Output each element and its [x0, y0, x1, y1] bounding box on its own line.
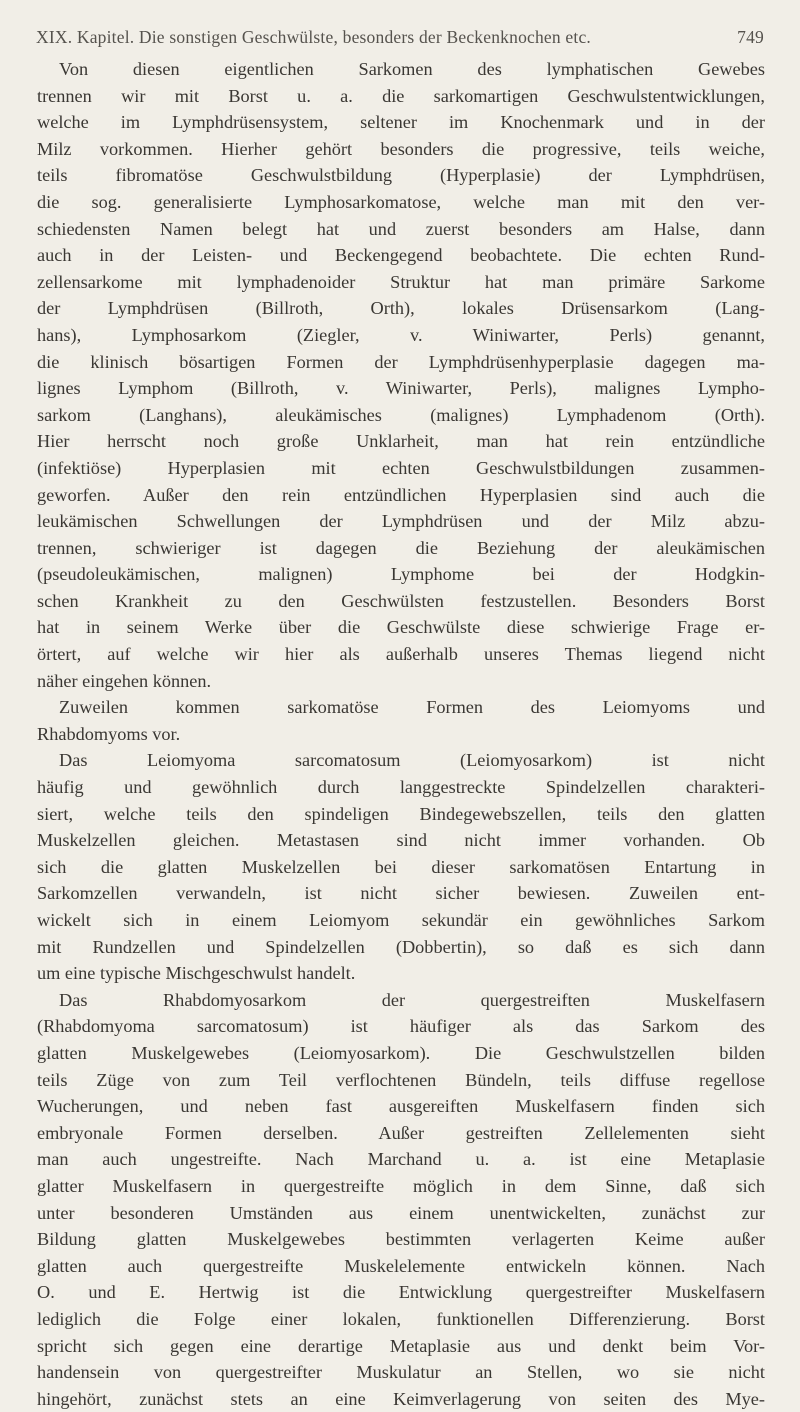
text-line: leukämischen Schwellungen der Lymphdrüsen und der Milz abzu-: [37, 511, 765, 532]
text-line: Das Leiomyoma sarcomatosum (Leiomyosarkom) ist nicht: [59, 750, 765, 771]
text-line: zellensarkome mit lymphadenoider Struktur hat man primäre Sarkome: [37, 271, 765, 292]
text-line: auch in der Leisten- und Beckengegend beobachtete. Die echten Rund-: [37, 245, 765, 266]
text-line: der Lymphdrüsen (Billroth, Orth), lokales Drüsensarkom (Lang-: [37, 298, 765, 319]
text-line: trennen wir mit Borst u. a. die sarkomartigen Geschwulstentwicklungen,: [37, 85, 765, 106]
text-line: Milz vorkommen. Hierher gehört besonders die progressive, teils weiche,: [37, 138, 765, 159]
text-line: Sarkomzellen verwandeln, ist nicht sicher bewiesen. Zuweilen ent-: [37, 883, 765, 904]
text-line: glatter Muskelfasern in quergestreifte möglich in dem Sinne, daß sich: [37, 1175, 765, 1196]
text-line: (pseudoleukämischen, malignen) Lymphome bei der Hodgkin-: [37, 564, 765, 585]
text-line: schen Krankheit zu den Geschwülsten festzustellen. Besonders Borst: [37, 590, 765, 611]
text-line: glatten Muskelgewebes (Leiomyosarkom). Die Geschwulstzellen bilden: [37, 1042, 765, 1063]
running-title: XIX. Kapitel. Die sonstigen Geschwülste, besonders der Beckenknochen etc.: [36, 27, 591, 47]
text-line: lediglich die Folge einer lokalen, funktionellen Differenzierung. Borst: [37, 1308, 765, 1329]
text-line: Hier herrscht noch große Unklarheit, man hat rein entzündliche: [37, 431, 765, 452]
text-line: hat in seinem Werke über die Geschwülste diese schwierige Frage er-: [37, 617, 765, 638]
text-line: teils Züge von zum Teil verflochtenen Bündeln, teils diffuse regellose: [37, 1069, 765, 1090]
text-line: die klinisch bösartigen Formen der Lymphdrüsenhyperplasie dagegen ma-: [37, 351, 765, 372]
text-line: Wucherungen, und neben fast ausgereiften Muskelfasern finden sich: [37, 1096, 765, 1117]
text-line: näher eingehen können.: [37, 670, 212, 691]
text-line: trennen, schwieriger ist dagegen die Beziehung der aleukämischen: [37, 537, 765, 558]
text-line: Von diesen eigentlichen Sarkomen des lymphatischen Gewebes: [59, 59, 765, 79]
page-number: 749: [737, 27, 764, 47]
text-line: siert, welche teils den spindeligen Bindegewebszellen, teils den glatten: [37, 803, 765, 824]
text-line: sich die glatten Muskelzellen bei dieser sarkomatösen Entartung in: [37, 856, 765, 877]
body-text: [37, 56, 765, 1412]
text-line: Muskelzellen gleichen. Metastasen sind nicht immer vorhanden. Ob: [37, 830, 765, 851]
text-line: Zuweilen kommen sarkomatöse Formen des Leiomyoms und: [59, 697, 765, 718]
text-line: Bildung glatten Muskelgewebes bestimmten verlagerten Keime außer: [37, 1229, 765, 1250]
running-header: [36, 24, 764, 50]
text-line: schiedensten Namen belegt hat und zuerst besonders am Halse, dann: [37, 218, 765, 239]
text-line: unter besonderen Umständen aus einem unentwickelten, zunächst zur: [37, 1202, 765, 1223]
text-line: um eine typische Mischgeschwulst handelt.: [37, 963, 356, 984]
text-line: örtert, auf welche wir hier als außerhalb unseres Themas liegend nicht: [37, 644, 765, 665]
text-line: Rhabdomyoms vor.: [37, 723, 181, 744]
text-line: (Rhabdomyoma sarcomatosum) ist häufiger als das Sarkom des: [37, 1016, 765, 1037]
text-line: O. und E. Hertwig ist die Entwicklung quergestreifter Muskelfasern: [37, 1282, 765, 1303]
text-line: sarkom (Langhans), aleukämisches (malignes) Lymphadenom (Orth).: [37, 404, 765, 425]
text-line: wickelt sich in einem Leiomyom sekundär ein gewöhnliches Sarkom: [37, 910, 765, 930]
text-line: teils fibromatöse Geschwulstbildung (Hyperplasie) der Lymphdrüsen,: [37, 165, 765, 186]
text-line: hans), Lymphosarkom (Ziegler, v. Winiwarter, Perls) genannt,: [37, 324, 765, 345]
text-line: embryonale Formen derselben. Außer gestreiften Zellelementen sieht: [37, 1122, 765, 1143]
text-line: Das Rhabdomyosarkom der quergestreiften Muskelfasern: [59, 989, 765, 1010]
text-line: lignes Lymphom (Billroth, v. Winiwarter, Perls), malignes Lympho-: [37, 378, 765, 399]
text-line: geworfen. Außer den rein entzündlichen Hyperplasien sind auch die: [37, 484, 765, 505]
text-line: spricht sich gegen eine derartige Metaplasie aus und denkt beim Vor-: [37, 1335, 765, 1356]
text-line: man auch ungestreifte. Nach Marchand u. a. ist eine Metaplasie: [37, 1149, 765, 1170]
text-line: die sog. generalisierte Lymphosarkomatose, welche man mit den ver-: [37, 191, 765, 212]
text-line: welche im Lymphdrüsensystem, seltener im Knochenmark und in der: [37, 112, 765, 133]
text-line: hingehört, zunächst stets an eine Keimverlagerung von seiten des Mye-: [37, 1388, 765, 1409]
text-line: (infektiöse) Hyperplasien mit echten Geschwulstbildungen zusammen-: [37, 457, 765, 478]
text-line: handensein von quergestreifter Muskulatur an Stellen, wo sie nicht: [37, 1362, 765, 1383]
text-line: glatten auch quergestreifte Muskelelemente entwickeln können. Nach: [37, 1255, 765, 1276]
text-line: häufig und gewöhnlich durch langgestreckte Spindelzellen charakteri-: [37, 777, 765, 798]
text-line: mit Rundzellen und Spindelzellen (Dobbertin), so daß es sich dann: [37, 936, 765, 957]
